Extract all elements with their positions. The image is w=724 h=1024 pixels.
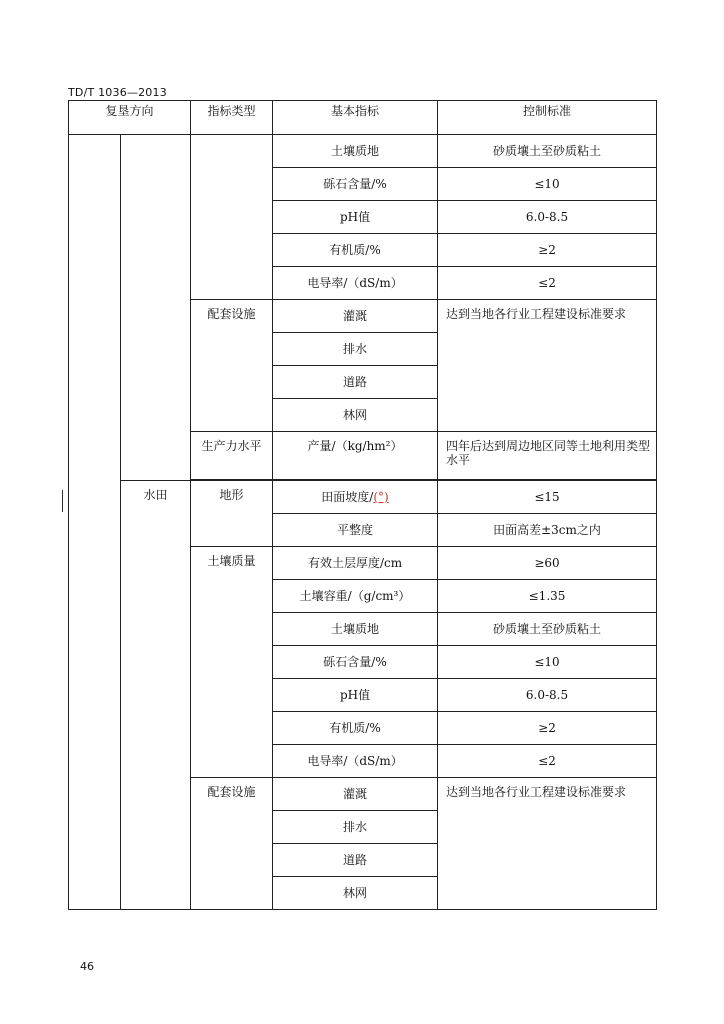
basic-indicator: 灌溉 [273,778,438,811]
slope-unit: (°) [373,490,389,504]
basic-indicator: 砾石含量/% [273,168,438,201]
basic-indicator: 排水 [273,811,438,844]
header-basic-indicator: 基本指标 [273,101,438,135]
control-standard: 达到当地各行业工程建设标准要求 [438,778,657,910]
control-standard: 达到当地各行业工程建设标准要求 [438,300,657,432]
standards-table [68,100,657,910]
control-standard: 田面高差±3cm之内 [438,514,657,547]
control-standard: ≤10 [438,646,657,679]
control-standard: 6.0-8.5 [438,201,657,234]
basic-indicator: 有效土层厚度/cm [273,547,438,580]
control-standard: ≤1.35 [438,580,657,613]
control-standard: 砂质壤土至砂质粘土 [438,135,657,168]
type-cell-soil: 土壤质量 [191,547,273,778]
header-control-standard: 控制标准 [438,101,657,135]
basic-indicator-slope [273,481,438,514]
type-cell-facilities: 配套设施 [191,300,273,432]
control-standard: ≥2 [438,234,657,267]
basic-indicator: 排水 [273,333,438,366]
basic-indicator: 有机质/% [273,712,438,745]
header-indicator-type: 指标类型 [191,101,273,135]
basic-indicator: 林网 [273,399,438,432]
margin-change-bar [62,490,63,512]
control-standard: ≤2 [438,267,657,300]
basic-indicator: 电导率/（dS/m） [273,745,438,778]
direction-cell-paddy: 水田 [121,481,191,910]
header-direction: 复垦方向 [69,101,191,135]
slope-prefix: 田面坡度/ [321,490,374,504]
basic-indicator: 道路 [273,366,438,399]
type-cell-terrain: 地形 [191,481,273,547]
control-standard: ≤2 [438,745,657,778]
direction-cell-previous [121,135,191,481]
basic-indicator: pH值 [273,201,438,234]
type-cell-soil-continued [191,135,273,300]
basic-indicator: 土壤质地 [273,135,438,168]
page-number: 46 [80,960,94,973]
document-code: TD/T 1036—2013 [68,86,167,99]
table-row [69,481,657,514]
basic-indicator: 灌溉 [273,300,438,333]
basic-indicator: 产量/（kg/hm²） [273,432,438,480]
basic-indicator: 砾石含量/% [273,646,438,679]
basic-indicator: pH值 [273,679,438,712]
basic-indicator: 电导率/（dS/m） [273,267,438,300]
basic-indicator: 有机质/% [273,234,438,267]
basic-indicator: 土壤质地 [273,613,438,646]
basic-indicator: 土壤容重/（g/cm³） [273,580,438,613]
control-standard: 6.0-8.5 [438,679,657,712]
direction-cell-outer [69,135,121,910]
control-standard: ≥60 [438,547,657,580]
type-cell-facilities: 配套设施 [191,778,273,910]
control-standard: ≥2 [438,712,657,745]
control-standard: 四年后达到周边地区同等土地利用类型水平 [438,432,657,480]
control-standard: 砂质壤土至砂质粘土 [438,613,657,646]
basic-indicator: 林网 [273,877,438,910]
type-cell-productivity: 生产力水平 [191,432,273,480]
basic-indicator: 道路 [273,844,438,877]
table-header-row [69,101,657,135]
control-standard: ≤10 [438,168,657,201]
basic-indicator: 平整度 [273,514,438,547]
table-row [69,135,657,168]
control-standard: ≤15 [438,481,657,514]
